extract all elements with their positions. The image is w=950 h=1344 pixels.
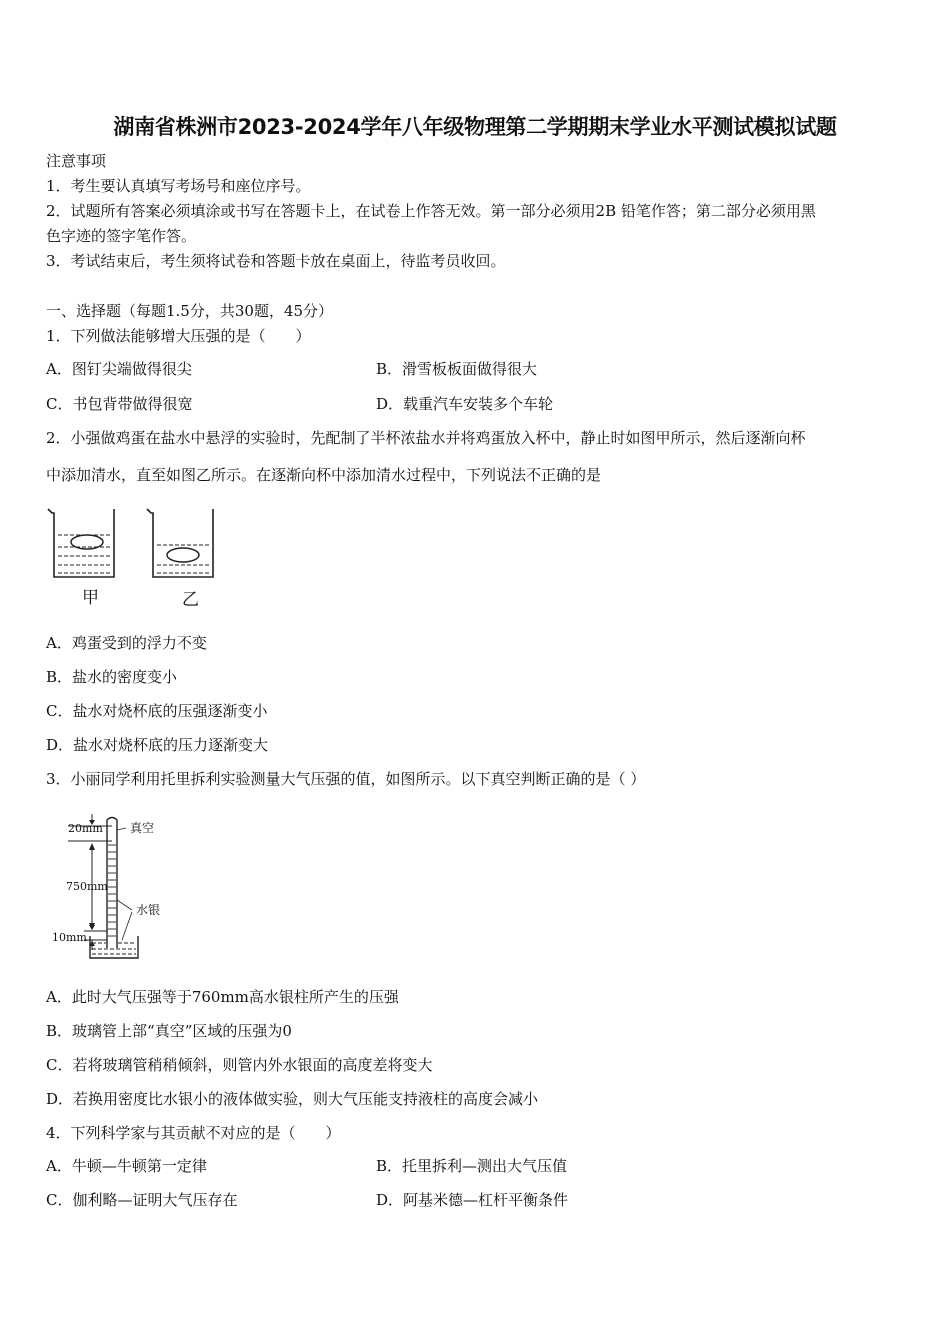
beaker-b-label: 乙	[182, 590, 199, 610]
q3-option-c: C．若将玻璃管稍稍倾斜，则管内外水银面的高度差将变大	[46, 1056, 433, 1074]
notice-item-1: 1．考生要认真填写考场号和座位序号。	[46, 177, 311, 195]
notice-item-2: 2．试题所有答案必须填涂或书写在答题卡上，在试卷上作答无效。第一部分必须用2B 铅笔作答；第二部分必须用黑	[46, 202, 816, 220]
q2-option-c: C．盐水对烧杯底的压强逐渐变小	[46, 702, 268, 720]
q2-option-a: A．鸡蛋受到的浮力不变	[46, 634, 207, 652]
q1-option-b: B．滑雪板板面做得很大	[376, 360, 538, 378]
q3-option-b: B．玻璃管上部“真空”区域的压强为0	[46, 1022, 292, 1040]
q2-stem-line1: 2．小强做鸡蛋在盐水中悬浮的实验时，先配制了半杯浓盐水并将鸡蛋放入杯中，静止时如图甲所示，然后逐渐向杯	[46, 429, 806, 447]
q4-option-c: C．伽利略—证明大气压存在	[46, 1191, 238, 1209]
torricelli-label-750mm: 750mm	[66, 880, 108, 893]
q3-stem: 3．小丽同学利用托里拆利实验测量大气压强的值，如图所示。以下真空判断正确的是（ ）	[46, 770, 646, 788]
q4-stem: 4．下列科学家与其贡献不对应的是（ ）	[46, 1124, 341, 1142]
q1-stem: 1．下列做法能够增大压强的是（ ）	[46, 327, 311, 345]
torricelli-label-vacuum: 真空	[130, 821, 155, 835]
q1-option-a: A．图钉尖端做得很尖	[46, 360, 192, 378]
torricelli-label-mercury: 水银	[136, 903, 161, 917]
q3-option-d: D．若换用密度比水银小的液体做实验，则大气压能支持液柱的高度会减小	[46, 1090, 539, 1108]
q2-option-d: D．盐水对烧杯底的压力逐渐变大	[46, 736, 269, 754]
torricelli-label-10mm: 10mm	[52, 931, 87, 944]
q2-option-b: B．盐水的密度变小	[46, 668, 178, 686]
q1-option-d: D．载重汽车安装多个车轮	[376, 395, 554, 413]
exam-title: 湖南省株洲市2023-2024学年八年级物理第二学期期末学业水平测试模拟试题	[113, 115, 837, 139]
torricelli-label-20mm: 20mm	[68, 822, 103, 835]
notice-item-2-cont: 色字迹的签字笔作答。	[46, 227, 197, 245]
q2-stem-line2: 中添加清水，直至如图乙所示。在逐渐向杯中添加清水过程中，下列说法不正确的是	[46, 466, 602, 484]
q1-option-c: C．书包背带做得很宽	[46, 395, 193, 413]
q4-option-b: B．托里拆利—测出大气压值	[376, 1157, 568, 1175]
notice-item-3: 3．考试结束后，考生须将试卷和答题卡放在桌面上，待监考员收回。	[46, 252, 506, 270]
q4-option-d: D．阿基米德—杠杆平衡条件	[376, 1191, 569, 1209]
beaker-a-label: 甲	[82, 588, 99, 608]
beaker-a-figure	[44, 505, 124, 585]
section-heading: 一、选择题（每题1.5分，共30题，45分）	[46, 302, 334, 320]
beaker-b-figure	[143, 505, 223, 585]
notice-heading: 注意事项	[46, 152, 107, 170]
q4-option-a: A．牛顿—牛顿第一定律	[46, 1157, 207, 1175]
q3-option-a: A．此时大气压强等于760mm高水银柱所产生的压强	[46, 988, 399, 1006]
